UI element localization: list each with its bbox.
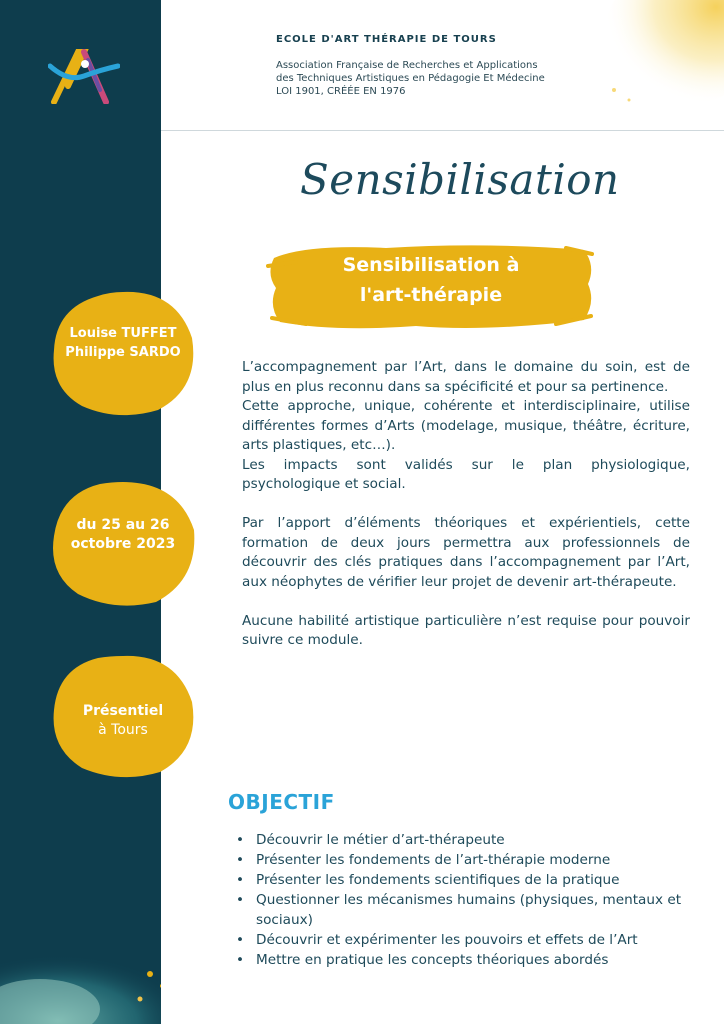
association-info	[276, 59, 696, 98]
school-name: ECOLE D'ART THÉRAPIE DE TOURS	[276, 34, 497, 45]
script-title: Sensibilisation	[300, 155, 620, 204]
trainer-name: Louise TUFFET	[69, 326, 177, 341]
list-item: • Présenter les fondements de l’art-thérapie moderne	[236, 850, 696, 870]
description-paragraph: Cette approche, unique, cohérente et interdisciplinaire, utilise différentes formes d’Arts (modelage, musique, théâtre, écriture, arts plastiques, etc…).	[242, 398, 690, 453]
association-line: des Techniques Artistiques en Pédagogie Et Médecine	[276, 73, 545, 84]
association-line: Association Française de Recherches et Applications	[276, 60, 538, 71]
banner-title	[266, 250, 596, 310]
description-paragraph: Les impacts sont validés sur le plan physiologique, psychologique et social.	[242, 456, 690, 492]
date-line: octobre 2023	[70, 536, 176, 552]
description-paragraph: Aucune habilité artistique particulière n’est requise pour pouvoir suivre ce module.	[242, 612, 690, 648]
association-line: LOI 1901, CRÉÉE EN 1976	[276, 86, 406, 97]
banner-title-line2: l'art-thérapie	[359, 284, 503, 306]
trainer-name: Philippe SARDO	[65, 345, 181, 360]
watercolor-splash-bottom-left	[0, 914, 161, 1024]
description	[242, 358, 690, 651]
list-item: • Présenter les fondements scientifiques de la pratique	[236, 870, 696, 890]
place-label: à Tours	[98, 722, 148, 738]
date-line: du 25 au 26	[76, 517, 170, 533]
header-divider	[161, 130, 724, 131]
list-item: • Découvrir et expérimenter les pouvoirs et effets de l’Art	[236, 930, 696, 950]
description-paragraph: Par l’apport d’éléments théoriques et expérientiels, cette formation de deux jours permettra aux professionnels de découvrir des clés pratiques dans l’accompagnement par l’Art, aux néophytes de vérifier leur projet de devenir art-thérapeute.	[242, 515, 690, 590]
dates-circle	[48, 478, 198, 608]
description-paragraph: L’accompagnement par l’Art, dans le domaine du soin, est de plus en plus reconnu dans sa spécificité et pour sa pertinence.	[242, 359, 690, 395]
mode-label: Présentiel	[82, 703, 164, 719]
trainers-circle	[48, 288, 198, 418]
list-item: • Questionner les mécanismes humains (physiques, mentaux et sociaux)	[236, 890, 696, 930]
list-item: • Découvrir le métier d’art-thérapeute	[236, 830, 696, 850]
objectives-heading: OBJECTIF	[228, 790, 335, 814]
school-logo-icon	[48, 46, 120, 104]
list-item: • Mettre en pratique les concepts théoriques abordés	[236, 950, 696, 970]
objectives-list	[236, 830, 696, 970]
mode-circle	[48, 650, 198, 780]
header	[276, 34, 696, 98]
banner-title-line1: Sensibilisation à	[342, 254, 520, 276]
